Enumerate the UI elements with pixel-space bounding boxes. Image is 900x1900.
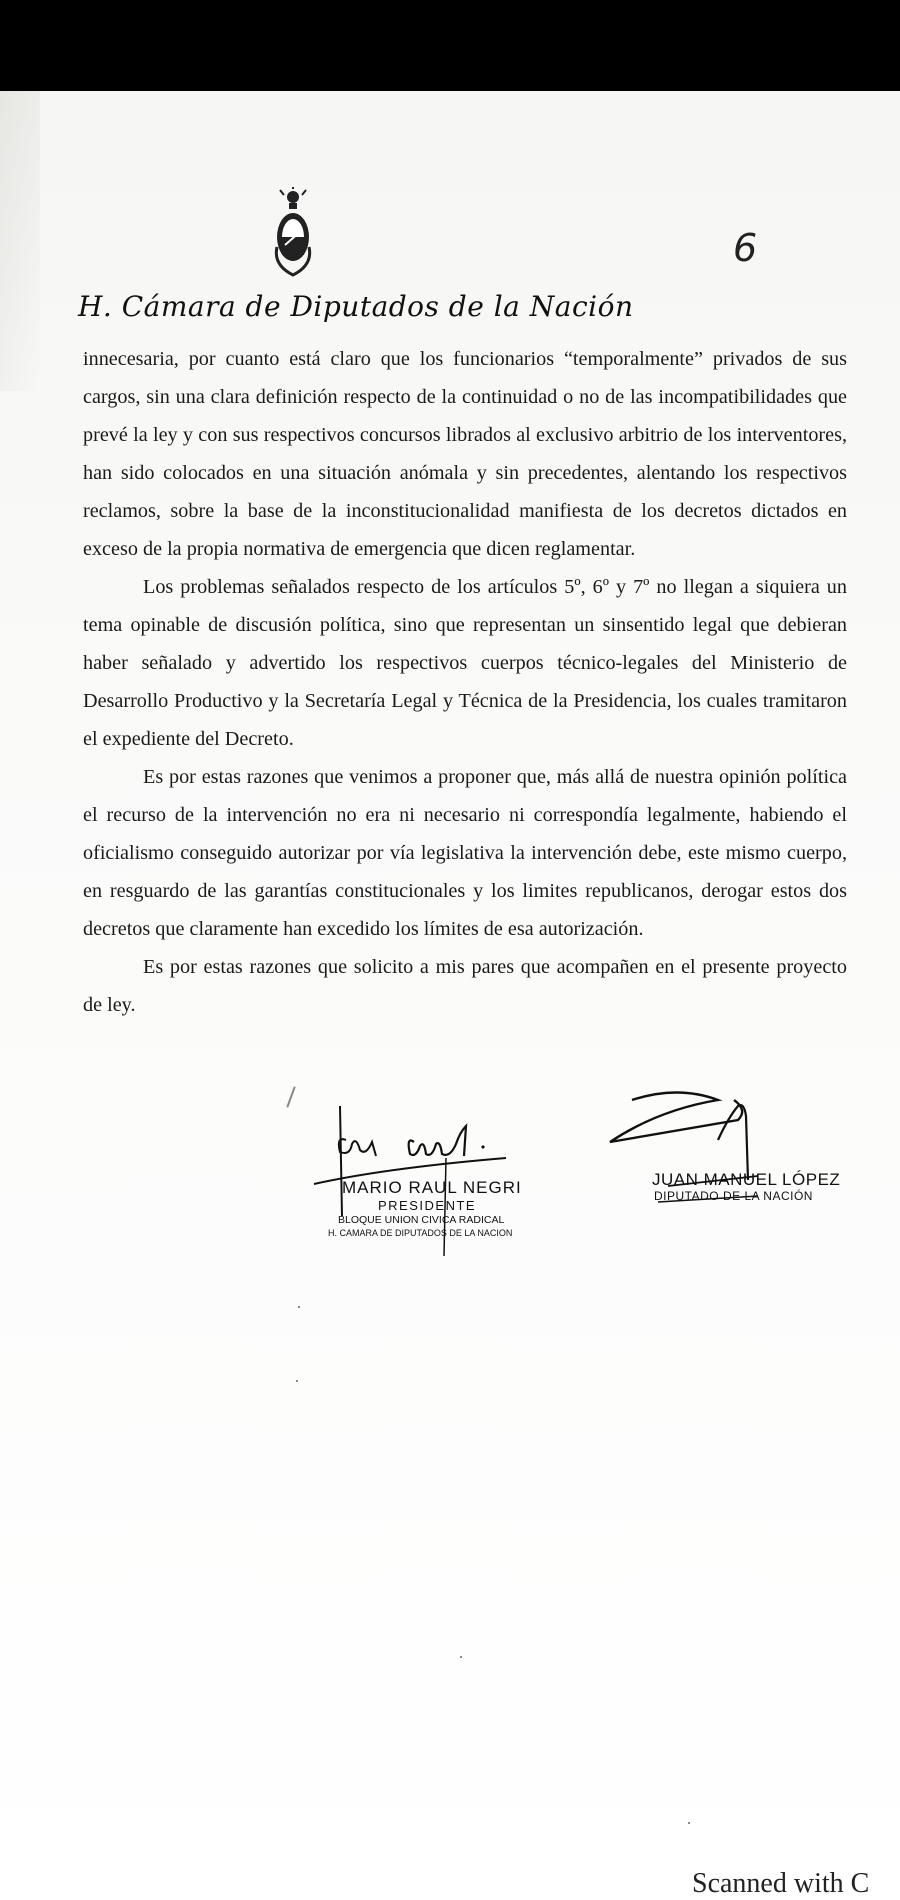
signatory-chamber: H. CAMARA DE DIPUTADOS DE LA NACION	[328, 1228, 513, 1238]
scan-speck	[296, 1380, 298, 1382]
scan-top-border	[0, 0, 900, 91]
page-number: 6	[733, 226, 758, 270]
paragraph-1: innecesaria, por cuanto está claro que los funcionarios “temporalmente” privados de sus cargos, sin una clara definición respecto de la continuidad o no de las incompatibilidades que prevé la ley y con sus respectivos concursos librados al exclusivo arbitrio de los interventores, han sido colocados en una situación anómala y sin precedentes, alentando los respectivos reclamos, sobre la base de la inconstitucionalidad manifiesta de los decretos dictados en exceso de la propia normativa de emergencia que dicen reglamentar.	[83, 348, 847, 560]
signature-block-lopez	[598, 1080, 848, 1230]
scanner-watermark: Scanned with C	[692, 1868, 870, 1899]
paragraph-2: Los problemas señalados respecto de los artículos 5º, 6º y 7º no llegan a siquiera un tema opinable de discusión política, sino que representan un sinsentido legal que debieran haber señalado y advertido los respectivos cuerpos técnico-legales del Ministerio de Desarrollo Productivo y la Secretaría Legal y Técnica de la Presidencia, los cuales tramitaron el expediente del Decreto.	[83, 576, 847, 750]
signatory-name: JUAN MANUEL LÓPEZ	[652, 1170, 841, 1189]
scan-speck	[460, 1656, 462, 1658]
signatory-name: MARIO RAUL NEGRI	[342, 1178, 522, 1197]
letterhead-title: H. Cámara de Diputados de la Nación	[78, 290, 634, 323]
signatory-bloc: BLOQUE UNION CIVICA RADICAL	[338, 1214, 505, 1226]
scan-speck	[688, 1822, 690, 1824]
scan-speck	[298, 1306, 300, 1308]
page-fold-shadow	[0, 91, 40, 391]
signatory-role: DIPUTADO DE LA NACIÓN	[654, 1189, 813, 1203]
document-body	[83, 340, 847, 1024]
paragraph-4: Es por estas razones que solicito a mis pares que acompañen en el presente proyecto de ley.	[83, 956, 847, 1016]
signature-block-negri	[306, 1096, 536, 1256]
paragraph-3: Es por estas razones que venimos a proponer que, más allá de nuestra opinión política el recurso de la intervención no era ni necesario ni correspondía legalmente, habiendo el oficialismo conseguido autorizar por vía legislativa la intervención debe, este mismo cuerpo, en resguardo de las garantías constitucionales y los limites republicanos, derogar estos dos decretos que claramente han excedido los límites de esa autorización.	[83, 766, 847, 940]
signature-lopez	[598, 1080, 848, 1230]
coat-of-arms-icon	[271, 187, 315, 279]
signatory-role: PRESIDENTE	[378, 1198, 477, 1213]
